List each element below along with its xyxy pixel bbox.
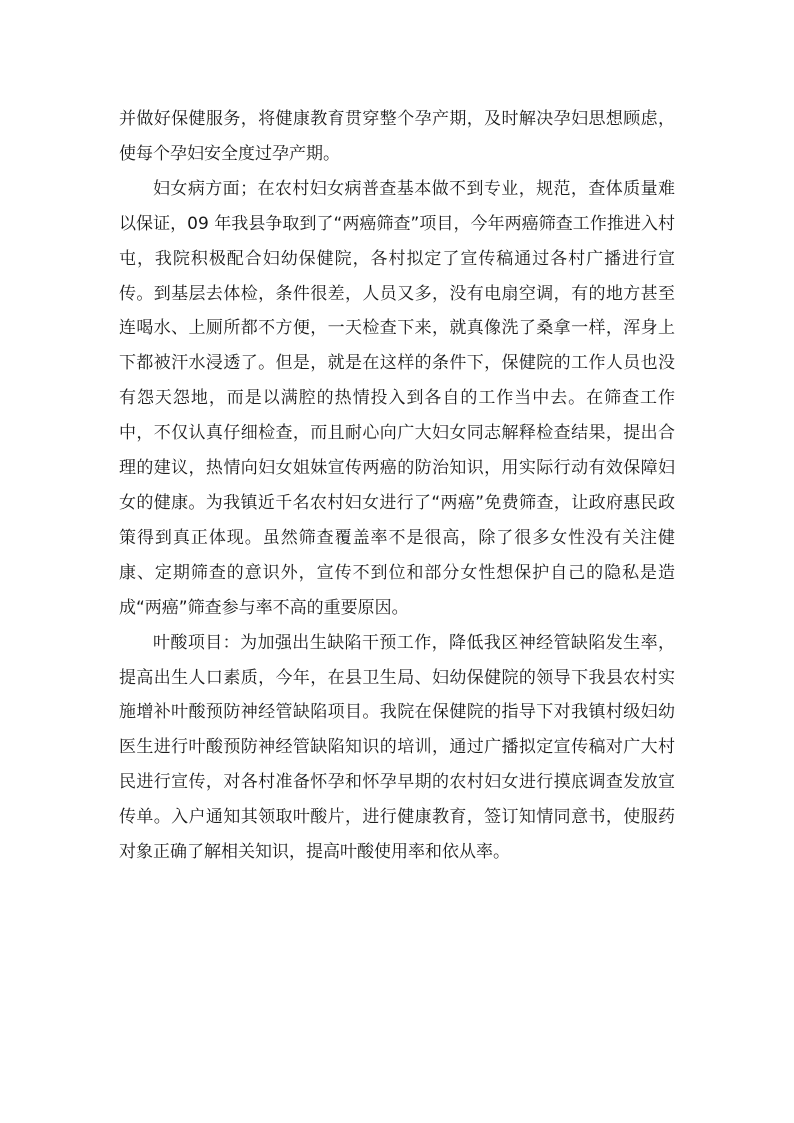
document-body: [119, 102, 675, 870]
paragraph-folic-acid: 叶酸项目：为加强出生缺陷干预工作，降低我区神经管缺陷发生率，提高出生人口素质，今年，在县卫生局、妇幼保健院的领导下我县农村实施增补叶酸预防神经管缺陷项目。我院在保健院的指导下对我镇村级妇幼医生进行叶酸预防神经管缺陷知识的培训，通过广播拟定宣传稿对广大村民进行宣传，对各村准备怀孕和怀孕早期的农村妇女进行摸底调查发放宣传单。入户通知其领取叶酸片，进行健康教育，签订知情同意书，使服药对象正确了解相关知识，提高叶酸使用率和依从率。: [119, 632, 675, 863]
paragraph-continuation: 并做好保健服务，将健康教育贯穿整个孕产期，及时解决孕妇思想顾虑，使每个孕妇安全度过孕产期。: [119, 109, 675, 164]
paragraph-womens-disease: 妇女病方面；在农村妇女病普查基本做不到专业，规范，查体质量难以保证，09 年我县争取到了“两癌筛查”项目，今年两癌筛查工作推进入村屯，我院积极配合妇幼保健院，各村拟定了宣传稿通过各村广播进行宣传。到基层去体检，条件很差，人员又多，没有电扇空调，有的地方甚至连喝水、上厕所都不方便，一天检查下来，就真像洗了桑拿一样，浑身上下都被汗水浸透了。但是，就是在这样的条件下，保健院的工作人员也没有怨天怨地，而是以满腔的热情投入到各自的工作当中去。在筛查工作中，不仅认真仔细检查，而且耐心向广大妇女同志解释检查结果，提出合理的建议，热情向妇女姐妹宣传两癌的防治知识，用实际行动有效保障妇女的健康。为我镇近千名农村妇女进行了“两癌”免费筛查，让政府惠民政策得到真正体现。虽然筛查覆盖率不是很高，除了很多女性没有关注健康、定期筛查的意识外，宣传不到位和部分女性想保护自己的隐私是造成“两癌”筛查参与率不高的重要原因。: [119, 178, 675, 618]
